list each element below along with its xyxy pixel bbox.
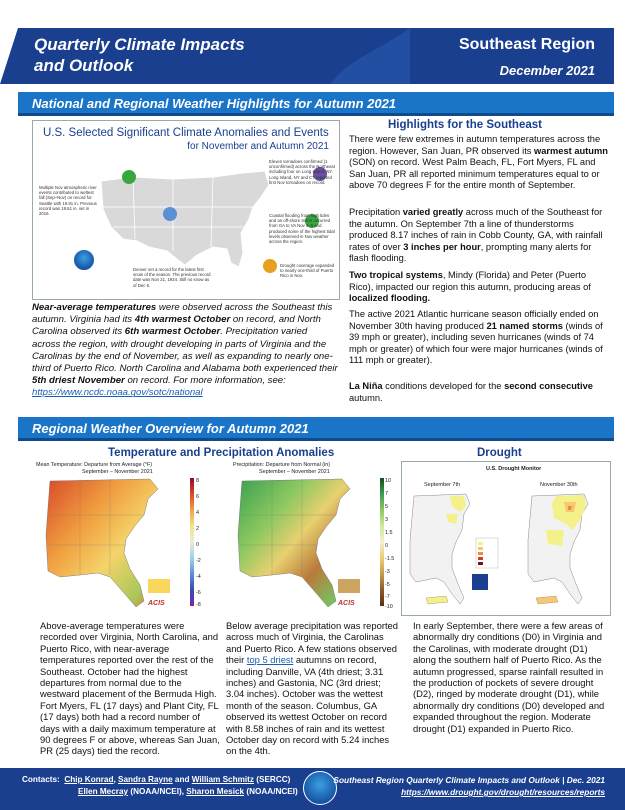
precip-scale-label: -7 — [385, 594, 390, 600]
contact-link[interactable]: Ellen Mecray — [78, 787, 129, 796]
map-annotation-se: Coastal flooding from high tides and an off-shore storm occurred from GA to VA Nov 4–6 and produced some of the highest tidal levels observed in Nov weather across the region. — [269, 213, 335, 245]
contact-link[interactable]: Sandra Rayne — [118, 775, 173, 784]
temp-scale-label: -8 — [196, 602, 201, 608]
temp-scale-label: 0 — [196, 542, 199, 548]
top-5-driest-link[interactable]: top 5 driest — [246, 654, 294, 666]
acis-logo: ACIS — [338, 600, 355, 607]
drought-monitor-maps — [401, 461, 611, 616]
map-annotation-ne: Eleven tornadoes confirmed (1 unconfirmed) across the Northeast including four on Long Island, NY. Long Island, NY and CT reported first Nov tornadoes on record. — [269, 159, 335, 185]
temperature-overview-text: Above-average temperatures were recorded over Virginia, North Carolina, and Puerto Rico, with near-average temperatures reported over the rest of the Southeast. October had the highest departures from normal due to the westward placement of the Bermuda High. Fort Myers, FL (17 days) and Plant City, FL (17 days) both had a record number of days with a daily maximum temperature at 90 degrees F or above, whereas San Juan, PR (25 days) tied the record. — [40, 620, 220, 757]
drought-overview-text: In early September, there were a few areas of abnormally dry conditions (D0) in Virginia and the Carolinas, with moderate drought (D1) along the southern half of Puerto Rico. As the autumn progressed, sparse rainfall resulted in the production of pockets of severe drought (D2), ringed by moderate drought (D1), while abnormally dry conditions (D0) developed and expanded throughout the region. Moderate drought (D1) expanded in Puerto Rico. — [413, 620, 605, 734]
atmospheric-river-icon — [122, 170, 136, 184]
section-title: Regional Weather Overview for Autumn 2021 — [32, 421, 309, 436]
highlight-precipitation: Precipitation varied greatly across much of the Southeast for the autumn. On September 7th a line of thunderstorms produced 8.17 inches of rain in Cobb County, GA, with rainfall rates of over 3 inches per hour, prompting many alerts for flash flooding. — [349, 207, 603, 264]
temp-scale-label: 8 — [196, 478, 199, 484]
reports-link[interactable]: https://www.drought.gov/drought/resources/reports — [401, 787, 605, 797]
contact-link[interactable]: William Schmitz — [191, 775, 254, 784]
header — [0, 0, 625, 85]
temp-scale — [190, 478, 194, 606]
precip-scale-label: 0 — [385, 543, 388, 549]
temp-scale-label: 2 — [196, 526, 199, 532]
map-annotation-pr: Drought coverage expanded to nearly one-third of Puerto Rico in Nov. — [280, 263, 335, 279]
intro-paragraph: Near-average temperatures were observed across the Southeast this autumn. Virginia had its 4th warmest October on record, and North Carolina observed its 6th warmest October. Precipitation varied across the region, with drought developing in parts of Virginia and the Carolinas by the end of November, as well as expanding to nearly one-third of Puerto Rico. North Carolina and Alabama both experienced their 5th driest November on record. For more information, see: https://www.ncdc.noaa.gov/sotc/national — [32, 302, 338, 399]
highlight-hurricane-season: The active 2021 Atlantic hurricane season officially ended on November 30th having produced 21 named storms (winds of 39 mph or greater), including seven hurricanes (winds of 74 mph or greater) of which four were major hurricanes (winds of 111 mph or greater). — [349, 309, 603, 366]
ncdc-link[interactable]: https://www.ncdc.noaa.gov/sotc/national — [32, 387, 203, 399]
temp-scale-label: -2 — [196, 558, 201, 564]
drought-left-label: September 7th — [424, 482, 461, 488]
precip-scale-label: 7 — [385, 491, 388, 497]
region-name: Southeast Region — [458, 36, 595, 53]
us-map-graphic — [93, 163, 273, 283]
temp-scale-label: 6 — [196, 494, 199, 500]
highlights-title: Highlights for the Southeast — [388, 119, 542, 131]
highlight-la-nina: La Niña conditions developed for the second consecutive autumn. — [349, 381, 593, 403]
precip-scale — [380, 478, 384, 606]
drought-monitor-label: U.S. Drought Monitor — [486, 466, 542, 472]
precip-scale-label: -3 — [385, 569, 390, 575]
document-title: Quarterly Climate Impacts and Outlook — [34, 35, 245, 75]
precip-scale-label: 10 — [385, 478, 391, 484]
temp-scale-label: -6 — [196, 590, 201, 596]
temperature-departure-map — [40, 475, 190, 615]
drought-right-label: November 30th — [540, 482, 578, 488]
drought-icon — [263, 259, 277, 273]
header-wave-decoration — [330, 28, 410, 84]
section-title: National and Regional Weather Highlights for Autumn 2021 — [32, 96, 397, 111]
contact-link[interactable]: Chip Konrad — [64, 775, 114, 784]
map-annotation-sw: Denver set a record for the latest first snow of the season. The previous record date was Nov 21, 1934. Still no snow as of Dec 6. — [133, 267, 211, 288]
highlight-tropical: Two tropical systems, Mindy (Florida) and Peter (Puerto Rico), impacted our region this autumn, producing areas of localized flooding. — [349, 270, 591, 304]
section-bar-highlights — [18, 92, 614, 116]
precipitation-departure-map — [232, 475, 380, 615]
footer-publication: Southeast Region Quarterly Climate Impacts and Outlook | Dec. 2021 https://www.drought.gov/drought/resources/reports — [333, 775, 605, 797]
temp-map-caption: Mean Temperature: Departure from Average (°F) September – November 2021 — [36, 462, 153, 475]
section-bar-overview — [18, 417, 614, 441]
noaa-logo — [303, 771, 337, 805]
precip-scale-label: -10 — [385, 604, 393, 610]
precip-scale-label: -5 — [385, 582, 390, 588]
precip-scale-label: 1.5 — [385, 530, 393, 536]
temp-precip-title: Temperature and Precipitation Anomalies — [108, 447, 335, 459]
noaa-logo — [73, 249, 95, 271]
map-title: U.S. Selected Significant Climate Anomalies and Events — [43, 127, 329, 139]
footer-contacts: Contacts: Chip Konrad, Sandra Rayne and William Schmitz (SERCC) Ellen Mecray (NOAA/NCEI), Sharon Mesick (NOAA/NCEI) — [22, 775, 298, 796]
contact-link[interactable]: Sharon Mesick — [186, 787, 245, 796]
precip-map-caption: Precipitation: Departure from Normal (in) September – November 2021 — [233, 462, 331, 475]
precip-scale-label: 5 — [385, 504, 388, 510]
acis-logo: ACIS — [148, 600, 165, 607]
anomalies-map — [32, 120, 340, 300]
map-annotation-nw: Multiple Nov atmospheric river events contributed to wettest fall (Sep–Nov) on record for Seattle with 19.91 in. Previous record was 18.61 in. set in 2016. — [39, 185, 97, 217]
temp-scale-label: -4 — [196, 574, 201, 580]
drought-title: Drought — [477, 447, 522, 459]
issue-date: December 2021 — [499, 63, 595, 78]
precipitation-overview-text: Below average precipitation was reported across much of Virginia, the Carolinas and Puerto Rico. A few stations observed their top 5 driest autumns on record, including Danville, VA (4th driest; 3.31 inches) and Gastonia, NC (3rd driest; 3.04 inches). October was the wettest month of the season. Columbus, GA observed its wettest October on record with 8.58 inches of rain and its wettest October day on record with 5.24 inches on the 4th. — [226, 620, 398, 757]
temp-scale-label: 4 — [196, 510, 199, 516]
precip-scale-label: -1.5 — [385, 556, 395, 562]
snowflake-icon — [163, 207, 177, 221]
highlight-temperature: There were few extremes in autumn temperatures across the region. However, San Juan, PR observed its warmest autumn (SON) on record. West Palm Beach, FL, Fort Myers, FL and San Juan, PR all reported minimum temperatures equal to or above 70 degrees F for the entire month of September. — [349, 134, 608, 191]
precip-scale-label: 3 — [385, 517, 388, 523]
drought-maps-graphic — [406, 490, 608, 614]
map-subtitle: for November and Autumn 2021 — [187, 141, 329, 152]
